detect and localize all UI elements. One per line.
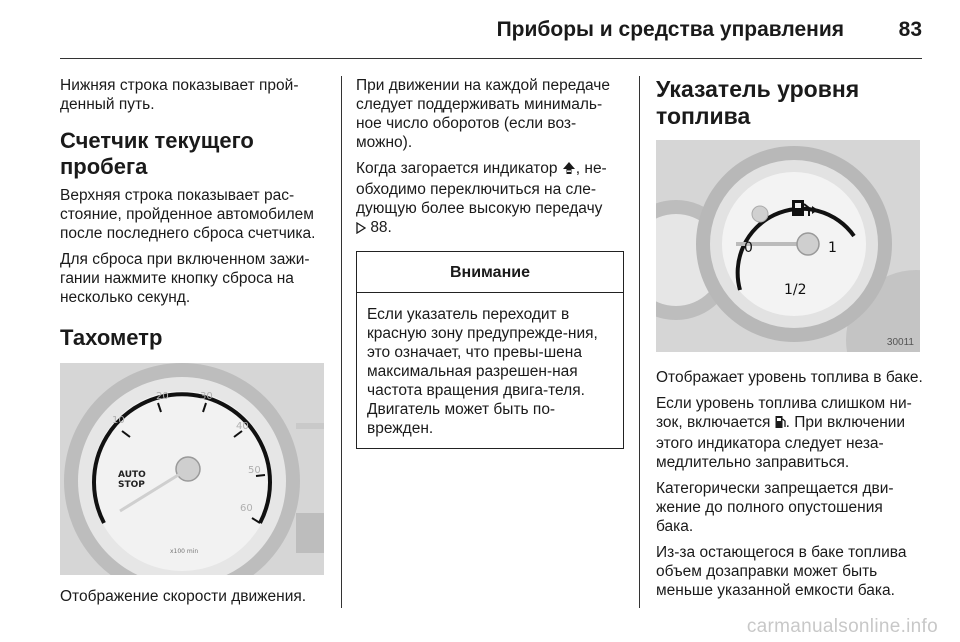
column-divider-1 (341, 76, 342, 608)
tach-label-60: 60 (240, 503, 253, 514)
low-fuel-icon (775, 415, 786, 434)
low-fuel-text-start: Если уровень топлива слишком ни-зок, включается (656, 395, 912, 431)
tachometer-caption: Отображение скорости движения. (60, 588, 307, 605)
tach-unit-label: x100 min (170, 548, 199, 555)
column-divider-2 (639, 76, 640, 608)
tach-label-20: 20 (156, 391, 169, 402)
odometer-bottom-text: Нижняя строка показывает прой-денный путь. (60, 77, 299, 113)
reset-text: Для сброса при включенном зажи-гании нажмите кнопку сброса на несколько секунд. (60, 251, 310, 306)
auto-stop-label-line1: AUTO (118, 470, 146, 480)
gear-rpm-text: При движении на каждой передаче следует поддерживать минималь-ное число оборотов (если воз-можно). (356, 77, 610, 151)
residual-fuel-text: Из-за остающегося в баке топлива объем дозаправки может быть меньше указанной емкости бака. (656, 544, 907, 599)
tach-label-30: 30 (200, 391, 213, 402)
tach-label-10: 10 (112, 415, 125, 426)
prohibited-text: Категорически запрещается дви-жение до полного опустошения бака. (656, 480, 894, 535)
fuel-label-zero: 0 (744, 240, 753, 256)
shift-indicator-text-end: , не-обходимо переключиться на сле-дующую более высокую передачу (356, 160, 607, 217)
tachometer-heading: Тахометр (60, 325, 163, 350)
fuel-gauge-heading: Указатель уровня топлива (656, 76, 860, 129)
header-title: Приборы и средства управления (496, 18, 844, 41)
trip-odometer-heading: Счетчик текущего пробега (60, 128, 254, 179)
caution-text: Если указатель переходит в красную зону предупрежде-ния, это означает, что превы-шена максимальная разрешен-ная частота вращения двига-теля. Двигатель может быть по-врежден. (367, 306, 598, 437)
figure-number: 30011 (886, 337, 914, 348)
gear-shift-up-icon (562, 161, 576, 180)
header-divider (60, 58, 922, 59)
shift-indicator-text-start: Когда загорается индикатор (356, 160, 558, 177)
page-number: 83 (898, 18, 922, 41)
fuel-gauge-figure (656, 140, 920, 352)
fuel-gauge-caption: Отображает уровень топлива в баке. (656, 369, 923, 386)
low-fuel-text (656, 394, 924, 472)
caution-box (356, 251, 624, 449)
fuel-gauge-illustration (656, 140, 920, 352)
tachometer-figure (60, 363, 324, 575)
shift-indicator-text (356, 159, 624, 239)
tach-label-50: 50 (248, 465, 261, 476)
caution-title: Внимание (357, 252, 623, 293)
fuel-label-full: 1 (828, 240, 837, 256)
watermark: carmanualsonline.info (746, 616, 938, 637)
column-2 (356, 76, 624, 449)
trip-top-text: Верхняя строка показывает рас-стояние, пройденное автомобилем после последнего сброса счетчика. (60, 187, 316, 242)
low-fuel-text-end: . При включении этого индикатора следует неза-медлительно заправиться. (656, 414, 906, 471)
tachometer-illustration (60, 363, 324, 575)
page-ref-arrow-icon (356, 220, 366, 239)
fuel-label-half: 1/2 (784, 282, 807, 298)
tach-label-40: 40 (236, 421, 249, 432)
column-3 (656, 76, 924, 607)
auto-stop-label-line2: STOP (118, 480, 145, 490)
page-reference[interactable]: 88. (370, 219, 392, 236)
page-header (60, 14, 922, 54)
column-1 (60, 76, 326, 613)
